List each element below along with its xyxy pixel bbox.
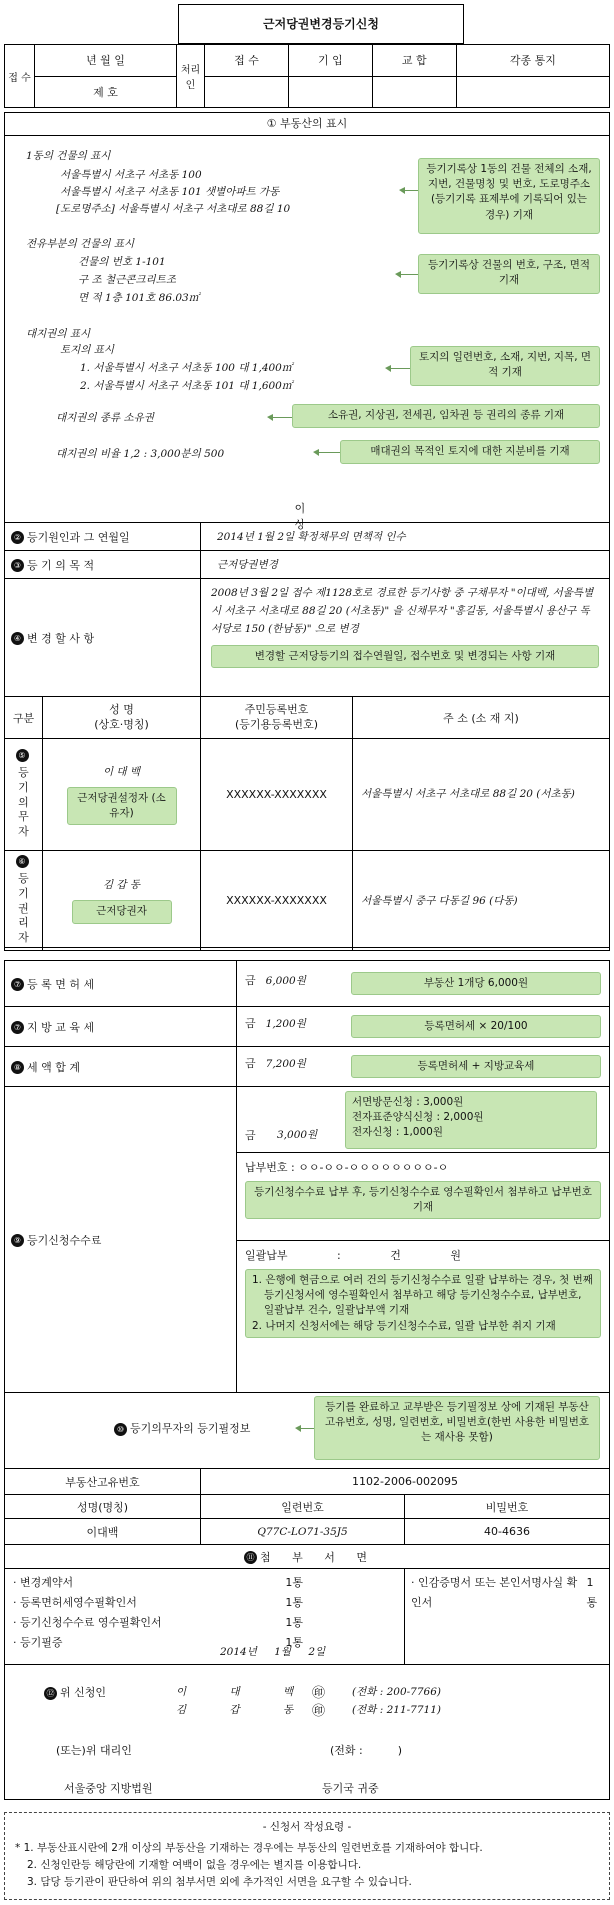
land-sub: 토지의 표시 xyxy=(60,344,115,356)
bulk-note-2: 2. 나머지 신청서에는 해당 등기신청수수료, 일괄 납부한 취지 기재 xyxy=(252,1319,556,1332)
note-right-type: 소유권, 지상권, 전세권, 임차권 등 권리의 종류 기재 xyxy=(292,404,600,428)
total-tax-label-cell xyxy=(5,1047,237,1087)
section-no-2: ② xyxy=(11,531,24,544)
land-line-2: 2. 서울특별시 서초구 서초동 101 대 1,600㎡ xyxy=(80,380,293,392)
obligee-addr: 서울특별시 중구 다동길 96 (다동) xyxy=(353,851,610,951)
section-no-6: ⑥ xyxy=(16,855,29,868)
property-header xyxy=(4,112,610,136)
obligor-addr: 서울특별시 서초구 서초대로 88길 20 (서초동) xyxy=(353,739,610,851)
note-obligee-role: 근저당권자 xyxy=(72,900,172,923)
building-line-2: 서울특별시 서초구 서초동 101 샛별아파트 가동 xyxy=(60,186,280,198)
attachment-qty: 1통 xyxy=(285,1596,303,1609)
cause-label-cell xyxy=(5,523,201,551)
property-title: 부동산의 표시 xyxy=(280,117,348,130)
end-mark: 이 상 xyxy=(294,502,366,531)
cert-info-table xyxy=(4,1468,610,1665)
attachment-qty: 1통 xyxy=(285,1636,303,1649)
note-building: 등기기록상 1동의 건물 전체의 소재, 지번, 건물명칭 및 번호, 도로명주소(등기기록 표제부에 기록되어 있는 경우) 기재 xyxy=(418,158,600,234)
land-line-1: 1. 서울특별시 서초구 서초동 100 대 1,400㎡ xyxy=(80,362,293,374)
section-no-7b: ⑦ xyxy=(11,1021,24,1034)
agent-phone: (전화 : ) xyxy=(330,1744,403,1757)
obligor-kind-cell xyxy=(5,739,43,851)
col-check: 교 합 xyxy=(372,45,456,77)
attachments-left xyxy=(5,1569,405,1665)
edu-tax-label: 지 방 교 육 세 xyxy=(27,1020,95,1034)
app-fee-label: 등기신청수수료 xyxy=(27,1233,102,1247)
cert-info-title xyxy=(114,1420,250,1436)
section-no-9: ⑨ xyxy=(11,1234,24,1247)
bulk-payment: 일괄납부 : 건 원 xyxy=(245,1249,461,1262)
bulk-note-1: 1. 은행에 현금으로 여러 건의 등기신청수수료 일괄 납부하는 경우, 첫 번째 등기신청서에 영수필확인서 첨부하고 해당 등기신청수수료, 납부번호, 일괄납부 건수, 일괄납부액 기재 xyxy=(252,1274,593,1317)
note-reg-tax: 부동산 1개당 6,000원 xyxy=(351,972,601,995)
cause-value: 2014년 1월 2일 확정채무의 면책적 인수 xyxy=(201,523,610,551)
note-app-fee xyxy=(345,1091,597,1149)
reg-tax-prefix: 금 xyxy=(245,973,256,987)
note-edu-tax: 등록면허세 × 20/100 xyxy=(351,1015,601,1038)
password-value: 40-4636 xyxy=(405,1519,610,1545)
obligor-label: 등기의무자 xyxy=(18,765,29,839)
attachment-item xyxy=(13,1593,303,1613)
total-tax-cell xyxy=(237,1047,610,1087)
right-type: 대지권의 종류 소유권 xyxy=(56,412,154,424)
edu-tax-prefix: 금 xyxy=(245,1016,256,1030)
office-name: 등기국 귀중 xyxy=(322,1782,379,1795)
unit-heading: 전유부분의 건물의 표시 xyxy=(26,238,135,250)
note-right-ratio: 매대권의 목적인 토지에 대한 지분비를 기재 xyxy=(340,440,600,464)
obligee-name-cell xyxy=(43,851,201,951)
obligor-id: XXXXXX-XXXXXXX xyxy=(201,739,353,851)
reception-label: 접 수 xyxy=(5,45,35,108)
app-fee-cell xyxy=(237,1087,610,1393)
signing-date: 2014년 1월 2일 xyxy=(220,1646,326,1658)
cell-notice xyxy=(456,76,609,108)
parties-table xyxy=(4,696,610,951)
seal-2: ㊞ xyxy=(312,1704,326,1719)
note-total-tax: 등록면허세 + 지방교육세 xyxy=(351,1055,601,1078)
reception-table xyxy=(4,44,610,108)
applicant-label-text: 위 신청인 xyxy=(60,1686,107,1699)
applicant-1: 이 대 백 xyxy=(176,1686,294,1698)
obligee-label: 등기권리자 xyxy=(18,871,29,945)
reg-tax-cell xyxy=(237,961,610,1007)
reception-number-label: 제 호 xyxy=(35,76,177,108)
col-addr: 주 소 (소 재 지) xyxy=(353,697,610,739)
unit-line-3: 면 적 1층 101호 86.03㎡ xyxy=(78,292,200,304)
attachment-name: · 인감증명서 또는 본인서명사실 확인서 xyxy=(411,1576,578,1609)
seal-1: ㊞ xyxy=(312,1686,326,1701)
note-change: 변경할 근저당등기의 접수연월일, 접수번호 및 변경되는 사항 기재 xyxy=(211,645,599,668)
instruction-1: * 1. 부동산표시란에 2개 이상의 부동산을 기재하는 경우에는 부동산의 일련번호를 기재하여야 합니다. xyxy=(15,1842,483,1854)
col-id-sub: (등기용등록번호) xyxy=(235,717,318,731)
arrow-land xyxy=(390,368,410,369)
note-land: 토지의 일련번호, 소재, 지번, 지목, 면적 기재 xyxy=(410,346,600,386)
reg-tax-label: 등 록 면 허 세 xyxy=(27,977,95,991)
app-fee-label-cell xyxy=(5,1087,237,1393)
arrow-cert xyxy=(300,1428,314,1429)
attachments-right xyxy=(405,1569,610,1665)
attachment-item xyxy=(411,1573,603,1613)
bulk-row xyxy=(237,1241,609,1344)
cell-reception xyxy=(205,76,289,108)
col-kind: 구분 xyxy=(5,697,43,739)
attachments-label: 첨 부 서 면 xyxy=(260,1550,370,1564)
arrow-building xyxy=(404,190,418,191)
col-name: 성 명 xyxy=(109,703,134,717)
total-tax-prefix: 금 xyxy=(245,1056,256,1070)
section-no-3: ③ xyxy=(11,559,24,572)
obligee-id: XXXXXX-XXXXXXX xyxy=(201,851,353,951)
building-line-1: 서울특별시 서초구 서초동 100 xyxy=(60,169,202,181)
attachment-name: · 등기신청수수료 영수필확인서 xyxy=(13,1616,162,1629)
attachment-item xyxy=(13,1613,303,1633)
purpose-value: 근저당권변경 xyxy=(201,551,610,579)
app-fee-amount: 3,000원 xyxy=(277,1129,318,1141)
obligor-name: 이 대 백 xyxy=(102,765,141,778)
serial-label: 일련번호 xyxy=(201,1495,405,1519)
purpose-label-cell xyxy=(5,551,201,579)
instruction-3: 3. 담당 등기관이 판단하여 위의 첨부서면 외에 추가적인 서면을 요구할 수 있습니다. xyxy=(27,1876,412,1888)
app-fee-note-1: 서면방문신청 : 3,000원 xyxy=(352,1096,464,1108)
section-no-12: ⑫ xyxy=(44,1687,57,1700)
app-fee-note-2: 전자표준양식신청 : 2,000원 xyxy=(352,1111,484,1124)
note-bulk xyxy=(245,1269,601,1338)
edu-tax-cell xyxy=(237,1007,610,1047)
cert-info-header xyxy=(4,1392,610,1468)
app-fee-amount-row xyxy=(237,1087,609,1153)
section-no-10: ⑩ xyxy=(114,1423,127,1436)
land-heading: 대지권의 표시 xyxy=(26,328,91,340)
uid-label: 부동산고유번호 xyxy=(5,1469,201,1495)
change-value: 2008년 3월 2일 접수 제1128호로 경료한 등기사항 중 구채무자 "이대백, 서울특별시 서초구 서초대로 88길 20 (서초동)" 을 신채무자 "홍길동, 서울특별시 용산구 독서당로 150 (한남동)" 으로 변경 xyxy=(211,587,594,635)
col-notice: 각종 통지 xyxy=(456,45,609,77)
app-fee-prefix: 금 xyxy=(245,1129,256,1142)
change-label-cell xyxy=(5,579,201,697)
attachment-name: · 등록면허세영수필확인서 xyxy=(13,1596,137,1609)
attachments-header xyxy=(5,1545,610,1569)
cert-name-label: 성명(명칭) xyxy=(5,1495,201,1519)
section-no-4: ④ xyxy=(11,632,24,645)
purpose-label: 등 기 의 목 적 xyxy=(27,558,95,572)
reg-tax-amount: 6,000원 xyxy=(265,974,306,987)
reception-date-label: 년 월 일 xyxy=(35,45,177,77)
applicant-label xyxy=(44,1684,106,1700)
app-fee-note-3: 전자신청 : 1,000원 xyxy=(352,1126,443,1139)
fees-table xyxy=(4,960,610,1393)
cause-purpose-table xyxy=(4,522,610,697)
pay-number: 납부번호 : ㅇㅇ-ㅇㅇ-ㅇㅇㅇㅇㅇㅇㅇㅇ-ㅇ xyxy=(245,1161,449,1174)
section-no-8: ⑧ xyxy=(11,1061,24,1074)
section-no-11: ⑪ xyxy=(244,1551,257,1564)
reg-tax-label-cell xyxy=(5,961,237,1007)
note-cert: 등기를 완료하고 교부받은 등기필정보 상에 기재된 부동산고유번호, 성명, 일련번호, 비밀번호(한번 사용한 비밀번호는 재사용 못함) xyxy=(314,1396,600,1460)
title-box xyxy=(178,4,464,44)
obligor-name-cell xyxy=(43,739,201,851)
attachment-name: · 등기필증 xyxy=(13,1636,63,1649)
attachment-qty: 1통 xyxy=(285,1576,303,1589)
right-ratio: 대지권의 비율 1,2 : 3,000분의 500 xyxy=(56,448,225,460)
unit-line-1: 건물의 번호 1-101 xyxy=(78,256,166,268)
cell-check xyxy=(372,76,456,108)
unit-line-2: 구 조 철근콘크리트조 xyxy=(78,274,176,286)
col-name-sub: (상호·명칭) xyxy=(94,717,149,731)
instructions-box xyxy=(4,1812,610,1900)
document-title: 근저당권변경등기신청 xyxy=(263,17,379,31)
col-name-cell xyxy=(43,697,201,739)
total-tax-label: 세 액 합 계 xyxy=(27,1060,80,1074)
col-id: 주민등록번호 xyxy=(244,703,309,717)
obligee-name: 김 갑 동 xyxy=(102,879,141,892)
phone-2: (전화 : 211-7711) xyxy=(352,1704,442,1716)
attachment-qty: 1통 xyxy=(586,1576,598,1609)
attachment-name: · 변경계약서 xyxy=(13,1576,74,1589)
password-label: 비밀번호 xyxy=(405,1495,610,1519)
cert-info-label: 등기의무자의 등기필정보 xyxy=(130,1422,251,1435)
pay-number-row xyxy=(237,1153,609,1241)
processing-label: 처리인 xyxy=(177,45,205,108)
cert-name: 이대백 xyxy=(5,1519,201,1545)
col-entry: 기 입 xyxy=(288,45,372,77)
col-id-cell xyxy=(201,697,353,739)
phone-1: (전화 : 200-7766) xyxy=(352,1686,442,1698)
arrow-right-ratio xyxy=(318,452,340,453)
note-pay: 등기신청수수료 납부 후, 등기신청수수료 영수필확인서 첨부하고 납부번호 기재 xyxy=(245,1181,601,1219)
building-heading: 1동의 건물의 표시 xyxy=(26,150,111,162)
court-name: 서울중앙 지방법원 xyxy=(64,1782,153,1795)
change-label: 변 경 할 사 항 xyxy=(27,631,95,645)
arrow-right-type xyxy=(272,417,292,418)
agent-label: (또는)위 대리인 xyxy=(56,1744,132,1757)
attachment-item xyxy=(13,1573,303,1593)
total-tax-amount: 7,200원 xyxy=(265,1057,306,1070)
instruction-2: 2. 신청인란등 해당란에 기재할 여백이 없을 경우에는 별지를 이용합니다. xyxy=(27,1859,362,1871)
edu-tax-amount: 1,200원 xyxy=(265,1017,306,1030)
obligee-kind-cell xyxy=(5,851,43,951)
note-obligor-role: 근저당권설정자 (소유자) xyxy=(67,787,177,825)
applicant-2: 김 갑 동 xyxy=(176,1704,294,1716)
edu-tax-label-cell xyxy=(5,1007,237,1047)
section-no-5: ⑤ xyxy=(16,749,29,762)
serial-value: Q77C-LO71-35J5 xyxy=(201,1519,405,1545)
arrow-unit xyxy=(400,274,418,275)
cause-label: 등기원인과 그 연월일 xyxy=(27,530,130,544)
section-no-7a: ⑦ xyxy=(11,978,24,991)
note-unit: 등기기록상 건물의 번호, 구조, 면적 기재 xyxy=(418,254,600,294)
col-reception: 접 수 xyxy=(205,45,289,77)
change-cell xyxy=(201,579,610,697)
uid-value: 1102-2006-002095 xyxy=(201,1469,610,1495)
building-line-3: [도로명주소] 서울특별시 서초구 서초대로 88길 10 xyxy=(56,203,291,215)
attachment-qty: 1통 xyxy=(285,1616,303,1629)
cell-entry xyxy=(288,76,372,108)
section-no-1: ① xyxy=(266,117,277,130)
instructions-title: - 신청서 작성요령 - xyxy=(262,1821,352,1833)
